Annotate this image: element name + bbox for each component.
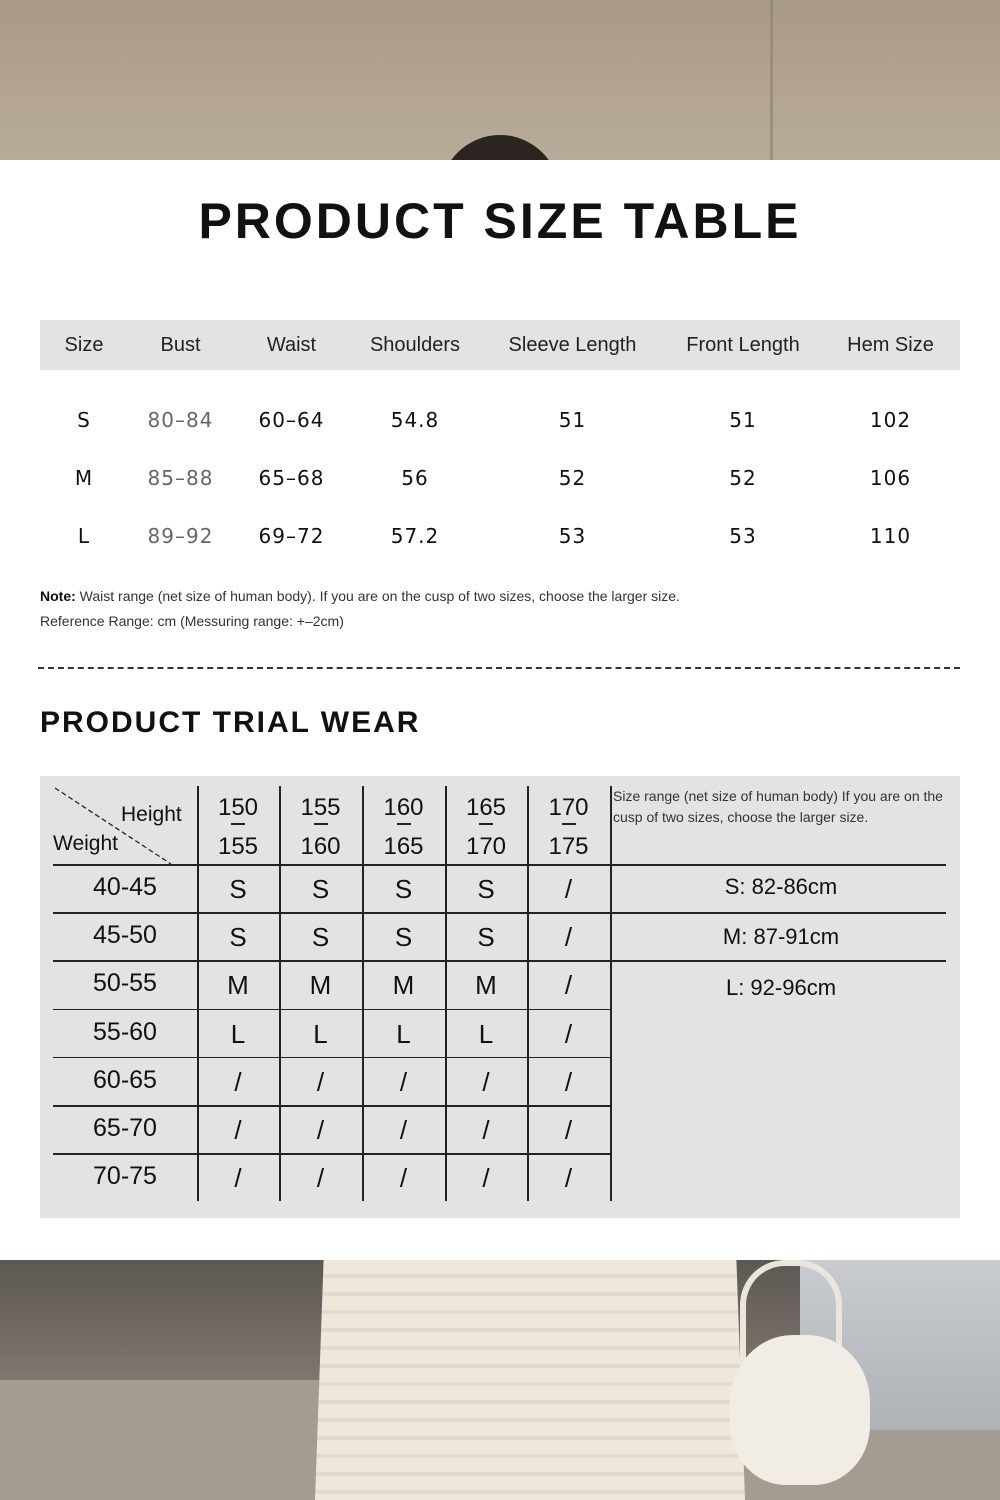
size-cell: / <box>316 1115 325 1145</box>
size-cell: S <box>394 874 413 904</box>
size-cell: M <box>227 970 249 1001</box>
grid-hline <box>53 1009 610 1011</box>
size-cell: / <box>482 1163 490 1194</box>
weight-label: 70-75 <box>93 1162 157 1191</box>
height-header <box>362 789 445 865</box>
dashed-divider <box>38 667 960 669</box>
size-cell: / <box>234 1066 242 1097</box>
size-cell: L <box>478 1018 494 1049</box>
size-table-header <box>40 320 960 370</box>
size-cell: S <box>311 922 330 953</box>
top-photo <box>0 0 1000 160</box>
note-line <box>40 584 680 609</box>
reference-range: Reference Range: cm (Messuring range: +–2cm) <box>40 613 344 629</box>
height-from: 155 <box>300 794 341 821</box>
range-dash <box>314 823 328 825</box>
bottom-photo <box>0 1260 1000 1500</box>
cell-front-length: 52 <box>729 466 757 490</box>
range-dash <box>479 823 493 825</box>
range-note: Size range (net size of human body) If you are on the cusp of two sizes, choose the larger size. <box>613 788 943 825</box>
height-header <box>279 789 362 865</box>
range-dash <box>231 823 245 825</box>
grid-hline <box>53 1105 610 1107</box>
cell-sleeve-length: 52 <box>558 466 587 490</box>
size-cell: / <box>316 1163 325 1194</box>
size-cell: L <box>396 1018 411 1049</box>
size-table-title: PRODUCT SIZE TABLE <box>198 193 802 249</box>
height-from: 170 <box>548 794 589 821</box>
size-cell: / <box>399 1066 408 1097</box>
size-cell: S <box>229 922 247 953</box>
cell-hem-size: 110 <box>869 524 912 548</box>
height-from: 150 <box>217 794 259 821</box>
size-cell: / <box>234 1115 242 1145</box>
grid-hline <box>53 1153 610 1155</box>
height-header <box>527 789 610 865</box>
height-header <box>445 789 527 865</box>
cell-sleeve-length: 51 <box>558 408 587 432</box>
cell-bust: 85–88 <box>147 466 214 490</box>
size-cell: / <box>564 1115 573 1145</box>
size-cell: M <box>475 970 497 1001</box>
size-table <box>40 320 960 565</box>
cell-waist: 69–72 <box>258 524 325 548</box>
range-s: S: 82-86cm <box>724 874 838 899</box>
cell-shoulders: 57.2 <box>390 524 440 548</box>
height-to: 160 <box>300 832 341 860</box>
range-l: L: 92-96cm <box>725 975 837 1000</box>
note-text: Waist range (net size of human body). If you are on the cusp of two sizes, choose the larger size. <box>75 588 680 604</box>
table-row <box>40 449 960 507</box>
size-cell: / <box>564 970 573 1001</box>
weight-label: 65-70 <box>93 1114 157 1142</box>
header-front-length: Front Length <box>686 333 800 356</box>
cell-bust: 89–92 <box>147 524 214 548</box>
range-dash <box>562 823 576 825</box>
size-cell: S <box>477 874 495 904</box>
cell-front-length: 51 <box>729 408 757 432</box>
cell-shoulders: 56 <box>401 466 429 490</box>
size-cell: L <box>230 1018 246 1049</box>
size-cell: / <box>564 1163 573 1194</box>
weight-label: 50-55 <box>93 969 157 998</box>
size-cell: / <box>482 1066 490 1097</box>
corner-weight-label: Weight <box>53 832 118 855</box>
cell-size: S <box>77 408 91 432</box>
header-hem-size: Hem Size <box>847 333 934 356</box>
cell-waist: 60–64 <box>258 408 325 432</box>
size-cell: / <box>564 1066 573 1097</box>
weight-label: 55-60 <box>93 1017 157 1046</box>
size-table-body <box>40 370 960 565</box>
cell-shoulders: 54.8 <box>390 408 440 432</box>
header-shoulders: Shoulders <box>369 333 461 356</box>
grid-hline <box>53 912 946 914</box>
photo-bag <box>730 1335 870 1485</box>
size-cell: L <box>313 1018 328 1049</box>
header-bust: Bust <box>160 333 201 356</box>
range-dash <box>397 823 411 825</box>
grid-vline <box>610 786 612 1201</box>
trial-wear-table <box>40 776 960 1218</box>
photo-model-hair <box>440 135 560 160</box>
trial-wear-title: PRODUCT TRIAL WEAR <box>40 706 421 739</box>
weight-label: 60-65 <box>93 1065 157 1094</box>
size-cell: M <box>392 970 415 1001</box>
size-cell: S <box>477 922 495 953</box>
height-from: 160 <box>383 794 424 821</box>
height-to: 170 <box>465 832 507 860</box>
header-sleeve-length: Sleeve Length <box>508 333 637 356</box>
cell-size: M <box>74 466 94 490</box>
size-cell: S <box>229 874 247 904</box>
header-waist: Waist <box>266 333 317 356</box>
weight-label: 40-45 <box>93 873 157 901</box>
height-from: 165 <box>465 794 507 821</box>
size-cell: S <box>394 922 413 953</box>
cell-hem-size: 102 <box>869 408 912 432</box>
photo-wall-edge <box>770 0 773 160</box>
note-label: Note: <box>40 588 76 604</box>
size-cell: / <box>482 1115 490 1145</box>
height-header <box>197 789 279 865</box>
size-cell: M <box>309 970 332 1001</box>
cell-front-length: 53 <box>729 524 757 548</box>
size-cell: / <box>234 1163 242 1194</box>
corner-height-label: Height <box>121 803 182 826</box>
weight-label: 45-50 <box>93 921 157 950</box>
table-row <box>40 507 960 565</box>
cell-size: L <box>77 524 91 548</box>
cell-bust: 80–84 <box>147 408 214 432</box>
size-cell: / <box>564 922 573 953</box>
size-cell: / <box>564 1018 573 1049</box>
grid-hline <box>53 960 946 962</box>
size-note <box>40 584 680 634</box>
height-to: 155 <box>217 832 259 860</box>
range-m: M: 87-91cm <box>722 924 840 949</box>
grid-hline <box>53 1057 610 1059</box>
size-cell: / <box>399 1163 408 1194</box>
size-cell: / <box>316 1066 325 1097</box>
size-cell: S <box>311 874 330 904</box>
height-to: 175 <box>548 832 589 860</box>
photo-skirt <box>315 1260 745 1500</box>
cell-sleeve-length: 53 <box>558 524 587 548</box>
size-cell: / <box>399 1115 408 1145</box>
header-size: Size <box>64 333 104 356</box>
size-cell: / <box>564 874 573 904</box>
height-to: 165 <box>383 832 424 860</box>
cell-hem-size: 106 <box>869 466 912 490</box>
cell-waist: 65–68 <box>258 466 325 490</box>
table-row <box>40 391 960 449</box>
